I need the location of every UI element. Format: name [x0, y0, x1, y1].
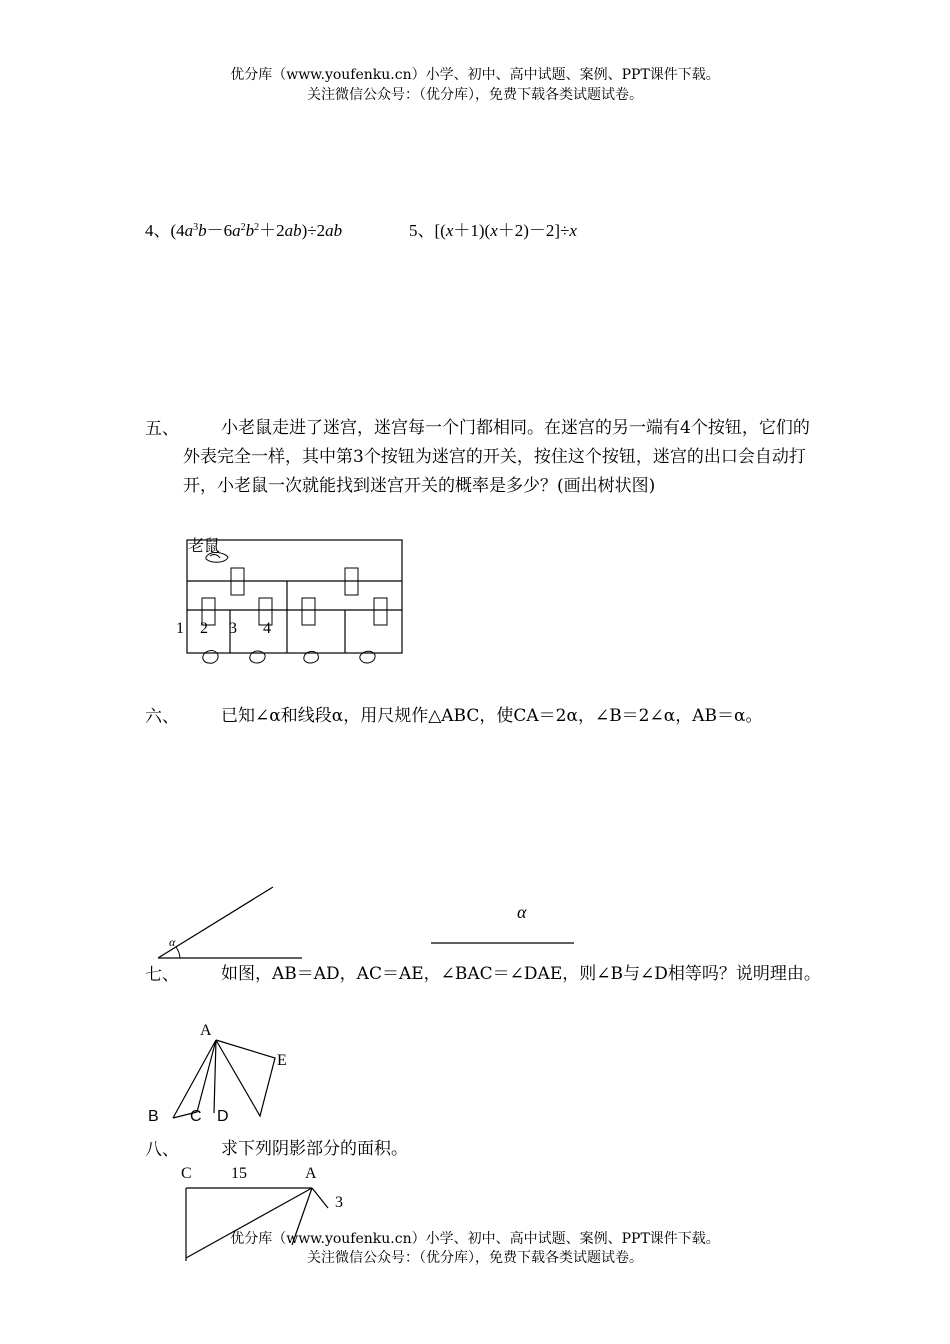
button-label-4: 4: [263, 620, 271, 637]
problem-4-label: 4、: [145, 221, 171, 240]
label-15: 15: [231, 1165, 247, 1182]
button-label-3: 3: [229, 620, 237, 637]
footer-line-2: 关注微信公众号：（优分库），免费下载各类试题试卷。: [307, 1250, 643, 1266]
label-a: A: [200, 1022, 212, 1039]
button-label-1: 1: [176, 620, 184, 637]
label-e: E: [277, 1052, 287, 1069]
section-6-number: 六、: [145, 707, 179, 727]
header-line-2: 关注微信公众号：（优分库），免费下载各类试题试卷。: [307, 87, 643, 103]
segment-line: [430, 900, 580, 950]
section-5-number: 五、: [145, 419, 179, 439]
mouse-label: 老鼠: [188, 538, 221, 555]
segment-label: α: [517, 902, 527, 922]
maze-figure: [170, 530, 410, 670]
label-a-rect: A: [305, 1165, 317, 1182]
label-3: 3: [335, 1194, 343, 1211]
segment-figure: [430, 900, 580, 950]
problem-5-label: 5、: [409, 221, 435, 240]
angle-label: α: [169, 935, 176, 949]
label-d: D: [217, 1108, 229, 1125]
problem-5: 5、[(x＋1)(x＋2)－2]÷x: [409, 221, 577, 240]
button-label-2: 2: [200, 620, 208, 637]
header-line-1: 优分库（www.youfenku.cn）小学、初中、高中试题、案例、PPT课件下载。: [230, 67, 720, 83]
section-6-text: 已知∠α和线段α，用尺规作△ABC，使CA＝2α，∠B＝2∠α，AB＝α。: [221, 706, 763, 726]
section-8-text: 求下列阴影部分的面积。: [221, 1139, 408, 1159]
label-c-rect: C: [181, 1165, 192, 1182]
angle-drawing: [150, 880, 310, 965]
label-b: B: [148, 1108, 159, 1125]
section-7-text: 如图，AB＝AD，AC＝AE，∠BAC＝∠DAE，则∠B与∠D相等吗？说明理由。: [221, 964, 821, 984]
footer-line-1: 优分库（www.youfenku.cn）小学、初中、高中试题、案例、PPT课件下载。: [230, 1231, 720, 1247]
label-c: C: [190, 1108, 202, 1125]
triangle-figure: [140, 1018, 300, 1133]
problem-4: 4、$(4a^3b-6a^2b^2+2ab)\div 2ab$: [145, 221, 343, 240]
section-7-number: 七、: [145, 965, 179, 985]
section-5-text: 小老鼠走进了迷宫，迷宫每一个门都相同。在迷宫的另一端有4个按钮，它们的外表完全一样，其中第3个按钮为迷宫的开关，按住这个按钮，迷宫的出口会自动打开，小老鼠一次就能找到迷宫开关的概率是多少？(画出树状图): [183, 418, 810, 496]
section-8-number: 八、: [145, 1140, 179, 1160]
angle-figure: [150, 880, 310, 965]
